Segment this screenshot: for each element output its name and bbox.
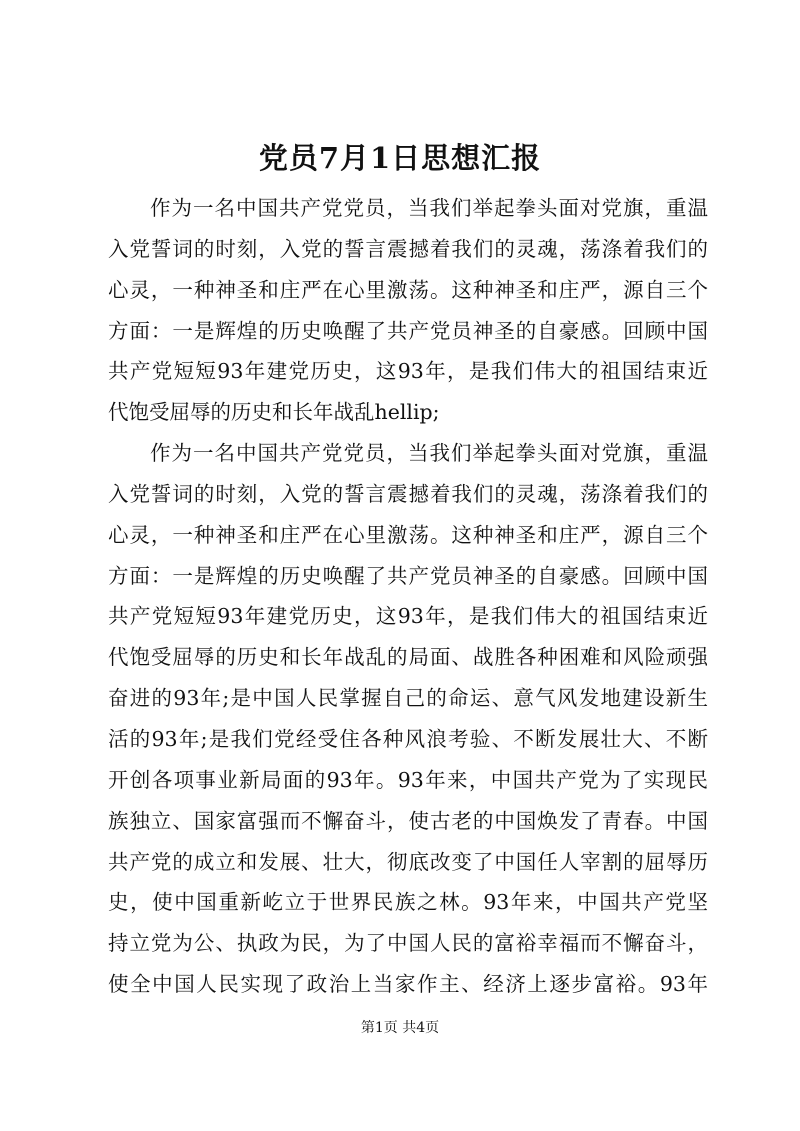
page-number-footer: 第1页 共4页 [360, 1020, 440, 1036]
paragraph-2-line: 持立党为公、执政为民，为了中国人民的富裕幸福而不懈奋斗， [108, 931, 708, 956]
document-title: 党员7月1日思想汇报 [258, 141, 542, 175]
paragraph-2-line: 作为一名中国共产党党员，当我们举起拳头面对党旗，重温 [150, 441, 708, 466]
document-body [108, 188, 708, 1005]
paragraph-1-line: 心灵，一种神圣和庄严在心里激荡。这种神圣和庄严，源自三个 [108, 277, 708, 302]
paragraph-1-line: 作为一名中国共产党党员，当我们举起拳头面对党旗，重温 [150, 196, 708, 220]
paragraph-1-line: 代饱受屈辱的历史和长年战乱hellip; [108, 400, 440, 425]
paragraph-2-line: 心灵，一种神圣和庄严在心里激荡。这种神圣和庄严，源自三个 [108, 522, 708, 547]
paragraph-2-line: 奋进的93年;是中国人民掌握自己的命运、意气风发地建设新生 [108, 686, 708, 711]
paragraph-2-line: 代饱受屈辱的历史和长年战乱的局面、战胜各种困难和风险顽强 [108, 645, 708, 670]
paragraph-1-line: 方面：一是辉煌的历史唤醒了共产党员神圣的自豪感。回顾中国 [108, 318, 708, 343]
paragraph-2-line: 族独立、国家富强而不懈奋斗，使古老的中国焕发了青春。中国 [108, 808, 708, 833]
paragraph-2-line: 入党誓词的时刻，入党的誓言震撼着我们的灵魂，荡涤着我们的 [108, 481, 708, 506]
paragraph-1-line: 共产党短短93年建党历史，这93年，是我们伟大的祖国结束近 [108, 359, 708, 384]
paragraph-2-line: 方面：一是辉煌的历史唤醒了共产党员神圣的自豪感。回顾中国 [108, 563, 708, 588]
paragraph-2-line: 史，使中国重新屹立于世界民族之林。93年来，中国共产党坚 [108, 890, 708, 915]
paragraph-2-line: 共产党的成立和发展、壮大，彻底改变了中国任人宰割的屈辱历 [108, 849, 708, 874]
paragraph-2-line: 开创各项事业新局面的93年。93年来，中国共产党为了实现民 [108, 767, 708, 792]
paragraph-2-line: 活的93年;是我们党经受住各种风浪考验、不断发展壮大、不断 [108, 726, 708, 751]
paragraph-2-line: 共产党短短93年建党历史，这93年，是我们伟大的祖国结束近 [108, 604, 708, 629]
paragraph-2-line: 使全中国人民实现了政治上当家作主、经济上逐步富裕。93年 [108, 972, 708, 997]
paragraph-1-line: 入党誓词的时刻，入党的誓言震撼着我们的灵魂，荡涤着我们的 [108, 236, 708, 261]
